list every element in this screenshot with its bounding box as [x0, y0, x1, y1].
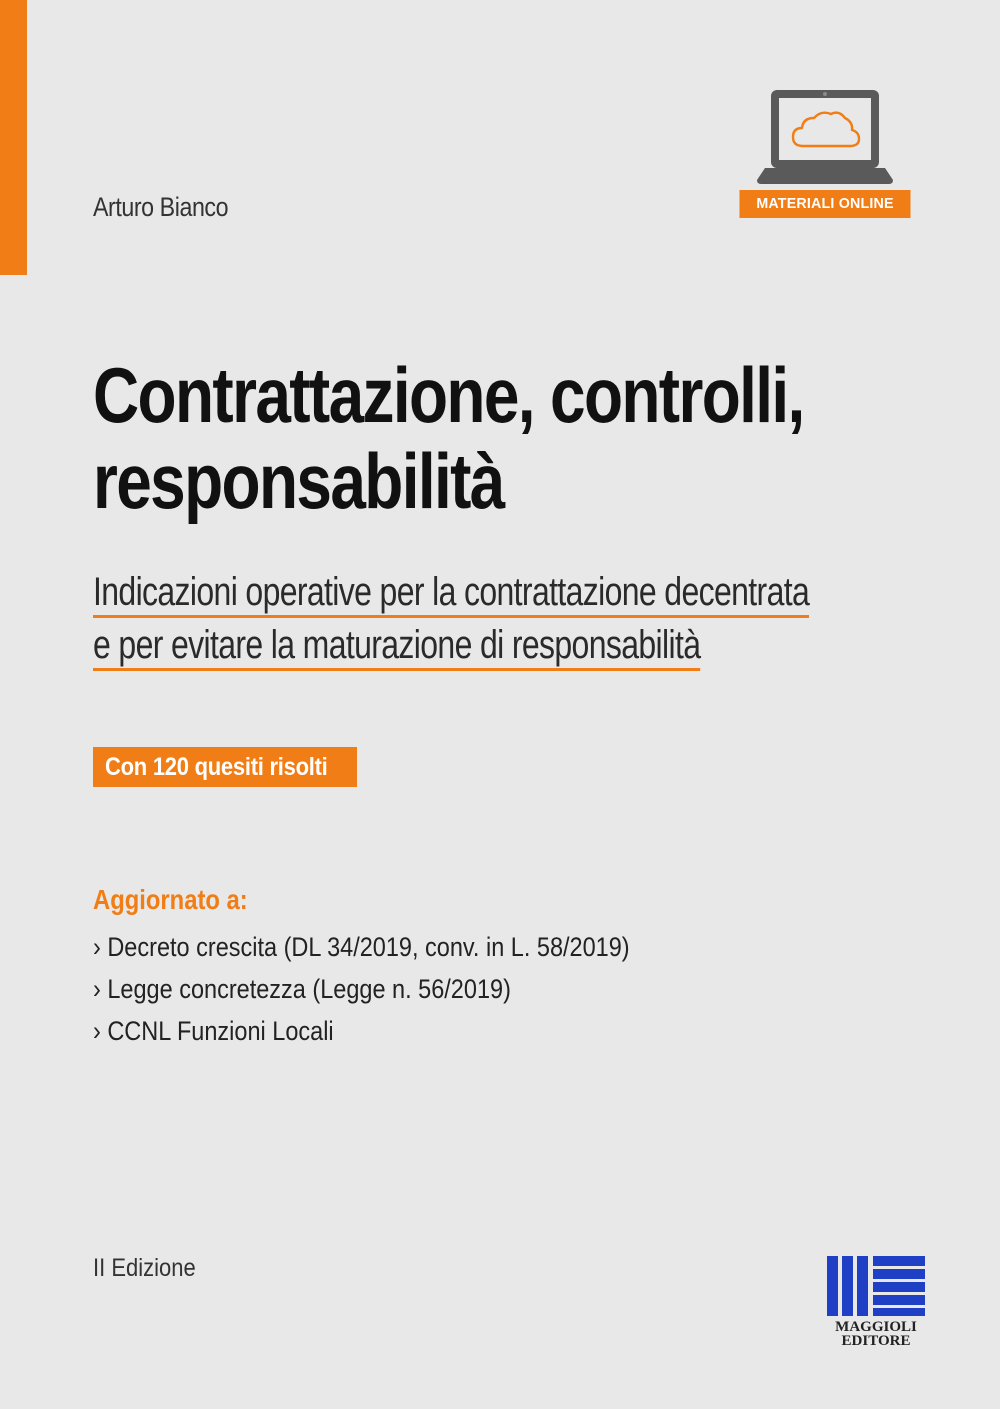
title-line-2: responsabilità — [93, 437, 504, 525]
updated-list — [93, 926, 789, 1052]
quesiti-tag-label: Con 120 quesiti risolti — [105, 753, 328, 781]
list-item: › Decreto crescita (DL 34/2019, conv. in L. 58/2019) — [93, 932, 630, 962]
updated-heading: Aggiornato a: — [93, 884, 248, 915]
author-name: Arturo Bianco — [93, 192, 229, 222]
book-subtitle — [93, 566, 893, 672]
accent-bar — [0, 0, 27, 275]
publisher-line-2: EDITORE — [841, 1333, 911, 1349]
materiali-online-badge — [735, 88, 915, 220]
subtitle-line-1: Indicazioni operative per la contrattazione decentrata — [93, 570, 809, 618]
publisher-name — [826, 1320, 926, 1348]
publisher-line-1: MAGGIOLI — [835, 1319, 917, 1335]
materiali-online-label: MATERIALI ONLINE — [740, 190, 911, 218]
edition-label: II Edizione — [93, 1254, 196, 1282]
list-item: › CCNL Funzioni Locali — [93, 1016, 334, 1046]
book-title — [93, 352, 815, 524]
laptop-cloud-icon — [735, 88, 915, 188]
quesiti-tag — [93, 747, 357, 787]
maggioli-logo-icon — [826, 1254, 926, 1318]
title-line-1: Contrattazione, controlli, — [93, 351, 804, 439]
subtitle-line-2: e per evitare la maturazione di responsabilità — [93, 623, 700, 671]
list-item: › Legge concretezza (Legge n. 56/2019) — [93, 974, 511, 1004]
publisher-logo — [826, 1254, 926, 1349]
